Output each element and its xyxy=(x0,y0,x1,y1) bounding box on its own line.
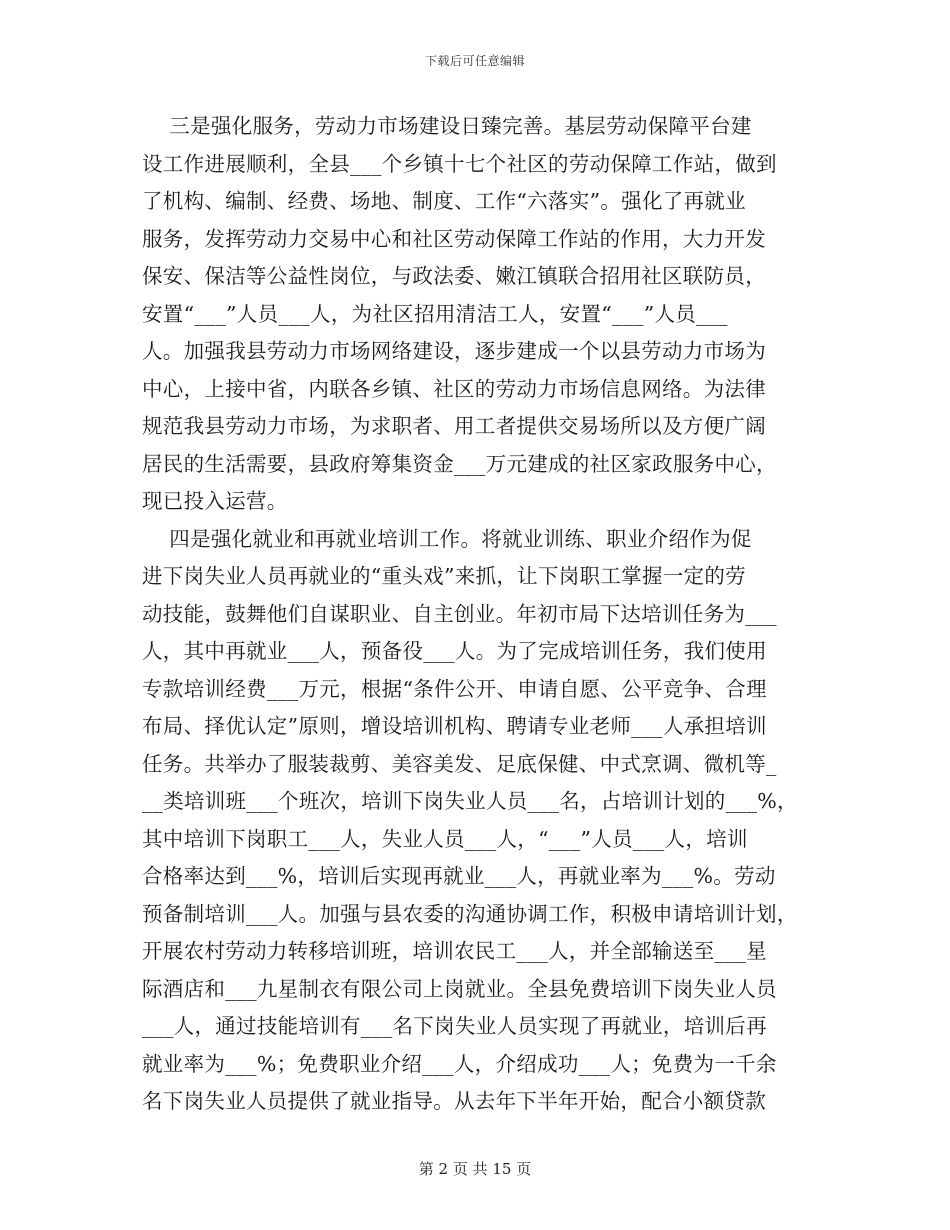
text-line: 四是强化就业和再就业培训工作。将就业训练、职业介绍作为促 xyxy=(142,526,752,551)
text-line: 专款培训经费___万元，根据“条件公开、申请自愿、公平竞争、合理 xyxy=(142,676,767,701)
text-line: 设工作进展顺利，全县___个乡镇十七个社区的劳动保障工作站，做到 xyxy=(142,151,777,176)
text-line: 名下岗失业人员提供了就业指导。从去年下半年开始，配合小额贷款 xyxy=(142,1089,766,1113)
text-line: 保安、保洁等公益性岗位，与政法委、嫩江镇联合招用社区联防员， xyxy=(142,264,766,288)
text-line: 际酒店和___九星制衣有限公司上岗就业。全县免费培训下岗失业人员 xyxy=(142,976,777,1001)
text-line: 安置“___”人员___人，为社区招用清洁工人，安置“___”人员___ xyxy=(142,301,728,326)
text-line: 就业率为___%；免费职业介绍___人，介绍成功___人；免费为一千余 xyxy=(142,1051,777,1076)
text-line: 了机构、编制、经费、场地、制度、工作“六落实”。强化了再就业 xyxy=(142,189,746,213)
text-line: 进下岗失业人员再就业的“重头戏”来抓，让下岗职工掌握一定的劳 xyxy=(142,564,746,588)
text-line: 居民的生活需要，县政府筹集资金___万元建成的社区家政服务中心， xyxy=(142,451,777,476)
text-line: 人，其中再就业___人，预备役___人。为了完成培训任务，我们使用 xyxy=(142,639,767,663)
text-line: 布局、择优认定”原则，增设培训机构、聘请专业老师___人承担培训 xyxy=(142,714,767,738)
text-line: 开展农村劳动力转移培训班，培训农民工___人，并全部输送至___星 xyxy=(142,939,767,963)
text-line: 人。加强我县劳动力市场网络建设，逐步建成一个以县劳动力市场为 xyxy=(142,339,766,363)
page-number: 第 2 页 共 15 页 xyxy=(418,1160,532,1178)
document-body xyxy=(142,108,814,1121)
text-line: 其中培训下岗职工___人，失业人员___人，“___”人员___人，培训 xyxy=(142,826,748,851)
text-line: 规范我县劳动力市场，为求职者、用工者提供交易场所以及方便广阔 xyxy=(142,414,766,438)
text-line: 三是强化服务，劳动力市场建设日臻完善。基层劳动保障平台建 xyxy=(142,114,752,138)
text-line: 动技能，鼓舞他们自谋职业、自主创业。年初市局下达培训任务为___ xyxy=(142,601,777,626)
text-line: 合格率达到___%，培训后实现再就业___人，再就业率为___%。劳动 xyxy=(142,864,776,888)
text-line: 中心，上接中省，内联各乡镇、社区的劳动力市场信息网络。为法律 xyxy=(142,376,766,401)
text-line: __类培训班___个班次，培训下岗失业人员___名，占培训计划的___%， xyxy=(142,789,798,813)
page-header: 下载后可任意编辑 xyxy=(424,54,525,68)
text-line: 服务，发挥劳动力交易中心和社区劳动保障工作站的作用，大力开发 xyxy=(142,226,766,251)
text-line: 预备制培训___人。加强与县农委的沟通协调工作，积极申请培训计划， xyxy=(142,901,798,926)
text-line: 现已投入运营。 xyxy=(142,489,288,513)
text-line: 任务。共举办了服装裁剪、美容美发、足底保健、中式烹调、微机等_ xyxy=(142,751,777,776)
text-line: ___人，通过技能培训有___名下岗失业人员实现了再就业，培训后再 xyxy=(142,1014,767,1038)
